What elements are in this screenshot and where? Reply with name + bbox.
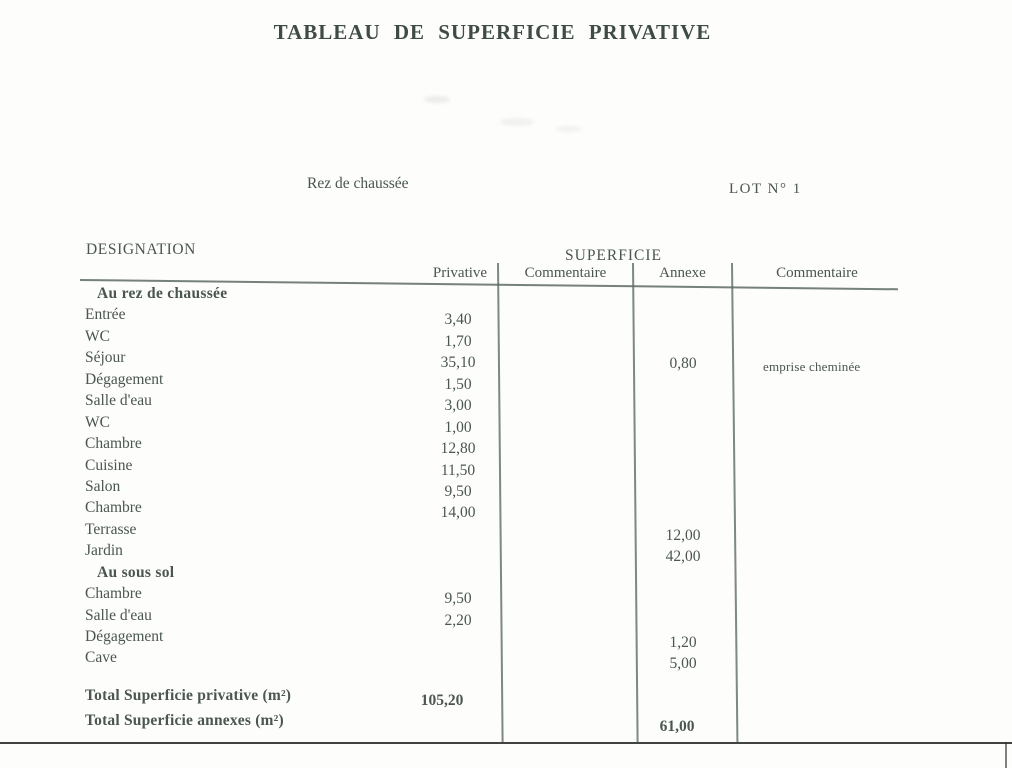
total-privative-label: Total Superficie privative (m²) [85, 687, 292, 704]
table-row [0, 435, 1012, 456]
row-label: Cuisine [85, 456, 133, 474]
table-totals [0, 687, 1012, 737]
table-row [0, 478, 1012, 499]
row-label: Chambre [85, 435, 142, 453]
table-row [0, 564, 1012, 585]
row-label: Séjour [85, 349, 126, 367]
annexe-value: 12,00 [665, 526, 701, 544]
table-row [0, 285, 1012, 306]
row-label: WC [85, 327, 110, 345]
privative-value: 12,80 [440, 440, 476, 458]
table-row [0, 457, 1012, 478]
table-row [0, 542, 1012, 566]
lot-number-label: LOT N° 1 [729, 181, 802, 197]
designation-header: DESIGNATION [86, 241, 196, 258]
privative-value: 9,50 [444, 590, 472, 608]
table-rows [0, 285, 1012, 671]
privative-value: 2,20 [444, 611, 472, 629]
row-label: Chambre [85, 499, 142, 517]
table-row [0, 328, 1012, 349]
row-label: Entrée [85, 306, 126, 324]
table-row [0, 414, 1012, 435]
table-row [0, 649, 1012, 673]
floor-label: Rez de chaussée [307, 175, 409, 192]
annexe-value: 5,00 [669, 655, 697, 673]
privative-value: 9,50 [444, 482, 472, 500]
scan-smudge [556, 126, 582, 132]
scan-edge-artifact [1005, 742, 1007, 768]
table-row [0, 521, 1012, 542]
table-row [0, 607, 1012, 628]
row-label: WC [85, 413, 110, 431]
row-label: Dégagement [85, 628, 164, 645]
annexe-comment: emprise cheminée [763, 359, 861, 375]
table-row [0, 349, 1012, 375]
row-label: Terrasse [85, 520, 137, 538]
table-row [0, 306, 1012, 327]
privative-value: 1,00 [444, 418, 472, 436]
scan-smudge [424, 96, 450, 103]
row-label: Jardin [85, 542, 123, 560]
row-label: Cave [85, 649, 117, 667]
row-label: Salle d'eau [85, 606, 152, 624]
privative-value: 11,50 [440, 461, 476, 479]
total-annexes-row [0, 712, 1012, 737]
row-label: Salle d'eau [85, 392, 152, 410]
column-header-commentaire-right: Commentaire [776, 265, 858, 281]
superficie-header: SUPERFICIE [565, 247, 662, 264]
row-label: Chambre [85, 585, 142, 603]
document-title: TABLEAU DE SUPERFICIE PRIVATIVE [273, 20, 712, 44]
total-annexes-value: 61,00 [659, 718, 695, 735]
column-header-annexe: Annexe [659, 265, 706, 281]
row-label: Salon [85, 477, 121, 495]
table-row [0, 392, 1012, 413]
table-row [0, 585, 1012, 606]
privative-value: 3,00 [444, 397, 472, 415]
scan-edge-artifact [0, 742, 1012, 744]
annexe-value: 42,00 [665, 548, 701, 566]
column-header-commentaire: Commentaire [524, 265, 607, 281]
privative-value: 1,50 [444, 375, 472, 393]
section-label: Au rez de chaussée [97, 285, 228, 302]
section-label: Au sous sol [97, 563, 175, 581]
table-row [0, 628, 1012, 649]
table-row [0, 499, 1012, 520]
column-header-privative: Privative [432, 265, 488, 281]
annexe-value: 1,20 [669, 634, 697, 651]
row-label: Dégagement [85, 370, 164, 388]
total-privative-row [0, 687, 1012, 712]
privative-value: 14,00 [440, 504, 476, 522]
table-row [0, 371, 1012, 392]
privative-value: 3,40 [444, 311, 472, 329]
total-annexes-label: Total Superficie annexes (m²) [85, 712, 284, 729]
scan-smudge [500, 118, 534, 126]
privative-value: 35,10 [440, 354, 476, 372]
annexe-value: 0,80 [669, 355, 697, 373]
total-privative-value: 105,20 [420, 692, 464, 709]
privative-value: 1,70 [444, 332, 472, 350]
